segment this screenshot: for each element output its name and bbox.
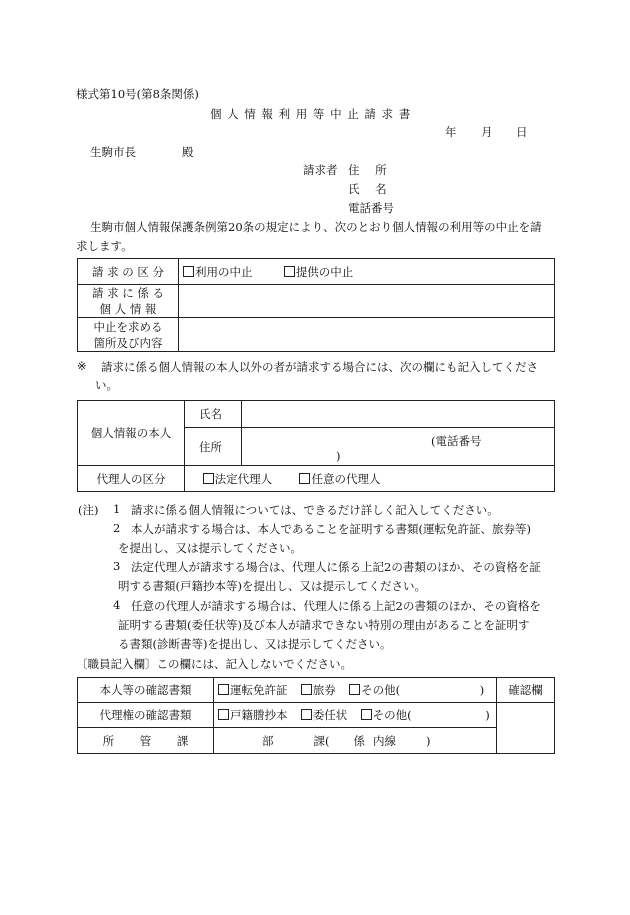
stop-use-checkbox[interactable]: 利用の中止 (183, 265, 253, 279)
note-line-2: い。 (95, 378, 118, 392)
department-label: 所 管 課 (78, 728, 214, 754)
power-of-attorney-checkbox[interactable]: 委任状 (301, 708, 348, 722)
note-mark: ※ (77, 359, 87, 373)
request-type-label: 請 求 の 区 分 (78, 259, 179, 285)
staff-table (77, 677, 555, 754)
other-agency-checkbox[interactable]: その他( (361, 708, 412, 722)
phone-label: (電話番号 (431, 434, 482, 448)
note-4-text-c: る書類(診断書等)を提出し、又は提示してください。 (118, 637, 392, 651)
form-number: 様式第10号(第8条関係) (76, 87, 199, 101)
voluntary-agent-checkbox[interactable]: 任意の代理人 (299, 472, 380, 486)
personal-info-label: 請 求 に 係 る 個 人 情 報 (78, 285, 179, 318)
department-field[interactable]: 部 課( 係 内線 ) (214, 728, 497, 754)
agent-type-options (185, 466, 555, 492)
requester-label: 請求者 (303, 163, 338, 177)
stop-content-label: 中止を求める 箇所及び内容 (78, 318, 179, 352)
notes-head: (注) (78, 503, 99, 517)
identity-docs-label: 本人等の確認書類 (78, 678, 214, 703)
note-2-text-b: を提出し、又は提示してください。 (118, 541, 302, 555)
intro-line-1: 生駒市個人情報保護条例第20条の規定により、次のとおり個人情報の利用等の中止を請 (90, 220, 542, 234)
note-1-number: 1 (113, 502, 121, 516)
note-3-text-a: 法定代理人が請求する場合は、代理人に係る上記2の書類のほか、その資格を証 (131, 560, 541, 574)
note-3-number: 3 (113, 559, 121, 573)
date-year: 年 (445, 125, 457, 139)
note-2-number: 2 (113, 521, 121, 535)
note-4-number: 4 (113, 598, 121, 612)
note-3-text-b: 明する書類(戸籍抄本等)を提出し、又は提示してください。 (118, 579, 426, 593)
confirmation-field[interactable] (497, 703, 555, 754)
personal-info-field[interactable] (179, 285, 555, 318)
note-line-1: 請求に係る個人情報の本人以外の者が請求する場合には、次の欄にも記入してくださ (101, 360, 538, 374)
principal-address-field[interactable]: (電話番号) (242, 428, 555, 466)
principal-label: 個人情報の本人 (78, 401, 185, 466)
family-register-checkbox[interactable]: 戸籍謄抄本 (218, 708, 288, 722)
stop-provide-checkbox[interactable]: 提供の中止 (284, 265, 354, 279)
passport-checkbox[interactable]: 旅券 (301, 683, 336, 697)
request-table (77, 258, 555, 352)
addressee: 生駒市長 (90, 145, 136, 159)
requester-address-label: 住 所 (348, 163, 387, 177)
confirmation-label: 確認欄 (497, 678, 555, 703)
requester-phone-label: 電話番号 (348, 201, 394, 215)
note-4-text-a: 任意の代理人が請求する場合は、代理人に係る上記2の書類のほか、その資格を (131, 599, 541, 613)
date-month: 月 (481, 125, 493, 139)
principal-name-label: 氏名 (185, 401, 242, 428)
principal-address-label: 住所 (185, 428, 242, 466)
intro-line-2: 求します。 (76, 239, 133, 253)
requester-name-label: 氏 名 (348, 182, 387, 196)
honorific: 殿 (182, 145, 194, 159)
note-4-text-b: 証明する書類(委任状等)及び本人が請求できない特別の理由があることを証明す (118, 618, 530, 632)
agent-type-label: 代理人の区分 (78, 466, 185, 492)
staff-use-note: 〔職員記入欄〕この欄には、記入しないでください。 (76, 657, 352, 671)
agency-docs-label: 代理権の確認書類 (78, 703, 214, 728)
note-2-text-a: 本人が請求する場合は、本人であることを証明する書類(運転免許証、旅券等) (131, 522, 531, 536)
identity-docs-options: 運転免許証 旅券 その他( ) (214, 678, 497, 703)
drivers-license-checkbox[interactable]: 運転免許証 (218, 683, 288, 697)
principal-name-field[interactable] (242, 401, 555, 428)
note-1-text: 請求に係る個人情報については、できるだけ詳しく記入してください。 (131, 503, 499, 517)
document-title: 個 人 情 報 利 用 等 中 止 請 求 書 (210, 107, 412, 121)
agency-docs-options: 戸籍謄抄本 委任状 その他( ) (214, 703, 497, 728)
legal-agent-checkbox[interactable]: 法定代理人 (203, 472, 273, 486)
principal-table (77, 400, 555, 492)
stop-content-field[interactable] (179, 318, 555, 352)
date-day: 日 (516, 125, 528, 139)
other-identity-checkbox[interactable]: その他( (349, 683, 400, 697)
request-type-options (179, 259, 555, 285)
